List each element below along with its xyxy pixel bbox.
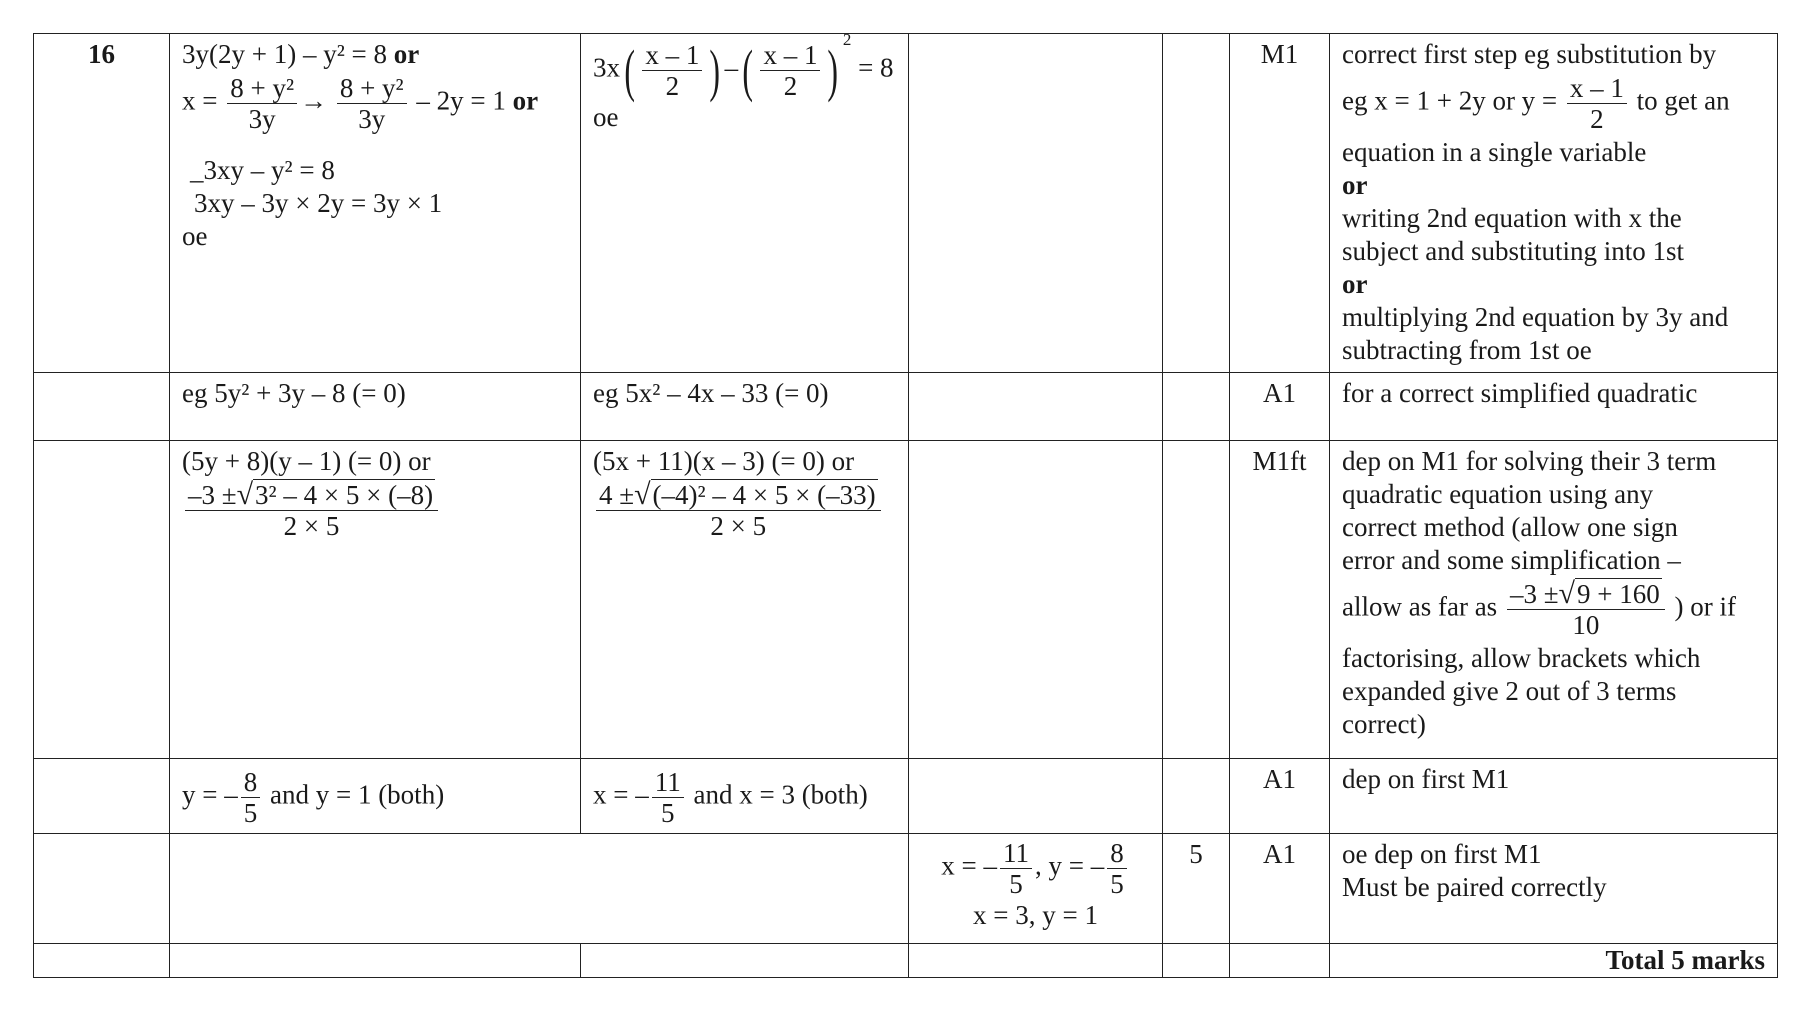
marks-cell: [1163, 759, 1230, 834]
marks-cell: [1163, 441, 1230, 759]
guidance-line: writing 2nd equation with x the: [1342, 203, 1682, 233]
working-alt-cell: x = – $\frac{11}{5}$ and x = 3 (both): [581, 759, 909, 834]
answer-line: x = 3, y = 1: [973, 900, 1098, 930]
guidance-line: ) or if: [1674, 591, 1736, 622]
question-number-empty: [34, 759, 170, 834]
question-number-empty: [34, 944, 170, 978]
fraction: $\frac{8}{5}$: [241, 767, 261, 828]
guidance-cell: [1330, 834, 1778, 944]
answer-cell: [909, 759, 1163, 834]
empty-cell: [909, 944, 1163, 978]
guidance-line: oe dep on first M1: [1342, 839, 1542, 869]
guidance-cell: [1330, 34, 1778, 373]
marks-cell: [1163, 373, 1230, 441]
working-line: _3xy – y² = 8: [190, 155, 335, 185]
quadratic-formula: $\frac{\text{–3 ±√3² – 4 × 5 × (–8)}}{2 \times 5}$: [185, 480, 438, 541]
table-row: [34, 834, 1778, 944]
answer-cell: [909, 441, 1163, 759]
equation-rhs: = 8: [858, 52, 894, 83]
working-cell: eg 5y² + 3y – 8 (= 0): [170, 373, 581, 441]
guidance-cell: dep on first M1: [1330, 759, 1778, 834]
marks-cell: [1163, 34, 1230, 373]
exponent: 2: [842, 29, 852, 49]
guidance-line: correct): [1342, 709, 1426, 739]
mark-type: M1: [1230, 34, 1330, 373]
or-label: or: [512, 85, 539, 116]
question-number-empty: [34, 834, 170, 944]
mark-type: A1: [1230, 759, 1330, 834]
empty-cell: [170, 944, 581, 978]
guidance-line: correct method (allow one sign: [1342, 512, 1678, 542]
answer-cell: [909, 34, 1163, 373]
mark-type: M1ft: [1230, 441, 1330, 759]
guidance-line: factorising, allow brackets which: [1342, 643, 1701, 673]
guidance-line: correct first step eg substitution by: [1342, 39, 1717, 69]
arrow-symbol: →: [300, 85, 328, 116]
coefficient: 3x: [593, 52, 620, 83]
guidance-line: eg x = 1 + 2y or y =: [1342, 85, 1558, 116]
mark-scheme-table: [33, 29, 1778, 978]
working-line: (5x + 11)(x – 3) (= 0) or: [593, 446, 855, 476]
answer-cell: x = – $\frac{11}{5}$ , y = – $\frac{8}{5}$ x = 3, y = 1: [909, 834, 1163, 944]
working-line: 3y(2y + 1) – y² = 8: [182, 39, 388, 69]
working-alt-cell: 3x( $\frac{x - 1}{2}$ ) –( $\frac{x - 1}{2}$ ) $^2$ = 8 oe: [581, 34, 909, 373]
or-label: or: [1342, 269, 1368, 299]
fraction: $\frac{11}{5}$: [652, 767, 684, 828]
mark-scheme-sheet: [33, 29, 1777, 978]
working-cell: [170, 441, 581, 759]
mark-type: A1: [1230, 834, 1330, 944]
working-merged-cell: [170, 834, 909, 944]
working-cell: [170, 34, 581, 373]
working-line: x =: [182, 85, 218, 116]
guidance-cell: for a correct simplified quadratic: [1330, 373, 1778, 441]
guidance-line: to get an: [1636, 85, 1730, 116]
guidance-line: subject and substituting into 1st: [1342, 236, 1684, 266]
marks-cell: 5: [1163, 834, 1230, 944]
working-line: – 2y = 1: [416, 85, 506, 116]
table-row: [34, 759, 1778, 834]
fraction: $\frac{x - 1}{2}$: [642, 40, 702, 101]
minus-sign: –: [724, 52, 739, 83]
working-alt-cell: [581, 441, 909, 759]
oe-label: oe: [593, 102, 619, 132]
or-label: or: [393, 39, 420, 69]
total-marks: Total 5 marks: [1330, 944, 1778, 978]
table-row: [34, 441, 1778, 759]
oe-label: oe: [182, 221, 208, 251]
or-label: or: [1342, 170, 1368, 200]
empty-cell: [581, 944, 909, 978]
working-line: (5y + 8)(y – 1) (= 0) or: [182, 446, 431, 476]
question-number-empty: [34, 441, 170, 759]
guidance-line: Must be paired correctly: [1342, 872, 1607, 902]
question-number: 16: [34, 34, 170, 373]
table-row: [34, 34, 1778, 373]
working-cell: y = – $\frac{8}{5}$ and y = 1 (both): [170, 759, 581, 834]
fraction: $\frac{11}{5}$: [1000, 838, 1032, 899]
guidance-cell: [1330, 441, 1778, 759]
answer-cell: [909, 373, 1163, 441]
guidance-line: dep on M1 for solving their 3 term: [1342, 446, 1717, 476]
fraction: $\frac{-3 \pm√9 + 160}{10}$: [1507, 579, 1665, 640]
guidance-line: allow as far as: [1342, 591, 1498, 622]
guidance-line: equation in a single variable: [1342, 137, 1647, 167]
table-row: [34, 373, 1778, 441]
table-row: [34, 944, 1778, 978]
question-number-empty: [34, 373, 170, 441]
fraction: $\frac{x - 1}{2}$: [760, 40, 820, 101]
fraction: $\frac{\text{8 + y²}}{3y}$: [227, 73, 297, 134]
empty-cell: [1163, 944, 1230, 978]
guidance-line: expanded give 2 out of 3 terms: [1342, 676, 1677, 706]
fraction: $\frac{\text{8 + y²}}{3y}$: [337, 73, 407, 134]
guidance-line: error and some simplification –: [1342, 545, 1681, 575]
quadratic-formula: $\frac{\text{4 ±√(–4)² – 4 × 5 × (–33)}}{2 \times 5}$: [596, 480, 881, 541]
guidance-line: subtracting from 1st oe: [1342, 335, 1592, 365]
fraction: $\frac{8}{5}$: [1107, 838, 1127, 899]
guidance-line: quadratic equation using any: [1342, 479, 1654, 509]
working-alt-cell: eg 5x² – 4x – 33 (= 0): [581, 373, 909, 441]
working-line: 3xy – 3y × 2y = 3y × 1: [194, 188, 443, 218]
guidance-line: multiplying 2nd equation by 3y and: [1342, 302, 1729, 332]
fraction: $\frac{x - 1}{2}$: [1567, 73, 1627, 134]
mark-type: A1: [1230, 373, 1330, 441]
empty-cell: [1230, 944, 1330, 978]
